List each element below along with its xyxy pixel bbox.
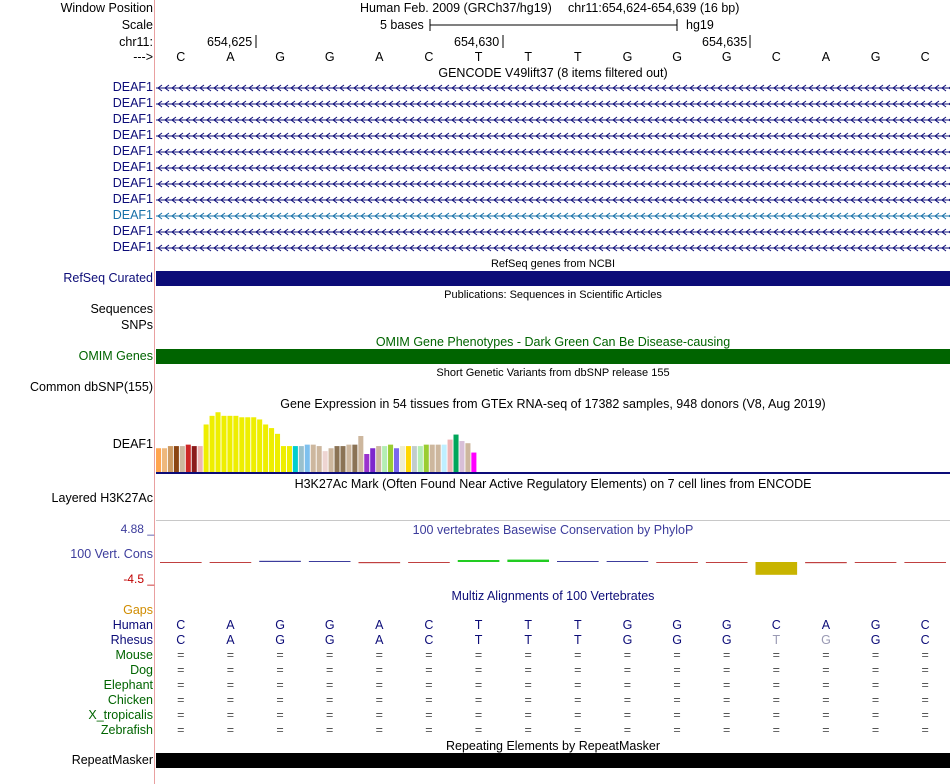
alignment-base: = [226, 663, 235, 677]
alignment-base: = [921, 693, 929, 707]
alignment-base: = [871, 693, 880, 707]
alignment-base: T [474, 633, 483, 647]
alignment-base: T [772, 633, 781, 647]
base-letter: C [920, 50, 930, 64]
alignment-base: = [574, 708, 582, 722]
alignment-base: C [424, 633, 434, 647]
alignment-base: = [623, 693, 632, 707]
alignment-base: = [524, 678, 532, 692]
alignment-base: = [524, 723, 532, 737]
alignment-base: = [723, 678, 731, 692]
alignment-base: = [772, 678, 780, 692]
alignment-base: A [375, 633, 384, 647]
alignment-base: = [375, 678, 383, 692]
alignment-base: C [920, 618, 930, 632]
coord-label: 654,625 [207, 35, 253, 49]
scale-label: Scale [121, 18, 153, 32]
alignment-base: = [623, 708, 632, 722]
alignment-base: = [574, 648, 582, 662]
alignment-base: = [822, 693, 830, 707]
alignment-base: T [474, 618, 483, 632]
gencode-gene-label[interactable]: DEAF1 [112, 96, 153, 110]
conservation-score-bar[interactable] [557, 561, 599, 562]
alignment-base: = [425, 678, 433, 692]
alignment-base: = [226, 708, 235, 722]
alignment-base: = [871, 678, 880, 692]
base-letter: G [275, 50, 285, 64]
species-label[interactable]: Elephant [103, 678, 153, 692]
strand-label: ---> [133, 50, 153, 64]
alignment-base: = [177, 693, 185, 707]
gencode-gene-label[interactable]: DEAF1 [112, 112, 153, 126]
chrom-label: chr11: [119, 35, 153, 49]
conservation-score-bar[interactable] [855, 562, 897, 563]
alignment-base: = [226, 648, 235, 662]
alignment-base: = [673, 723, 681, 737]
alignment-base: = [921, 678, 929, 692]
alignment-base: = [326, 678, 334, 692]
alignment-base: = [772, 693, 780, 707]
repeatmasker-bar[interactable] [156, 753, 950, 768]
alignment-base: = [822, 678, 830, 692]
species-label[interactable]: X_tropicalis [88, 708, 153, 722]
base-letter: G [324, 50, 335, 64]
alignment-base: = [226, 723, 235, 737]
conservation-score-bar[interactable] [805, 562, 847, 563]
alignment-base: = [375, 663, 383, 677]
assembly-short: hg19 [686, 18, 714, 32]
alignment-base: = [822, 648, 830, 662]
alignment-base: = [723, 708, 731, 722]
repeatmasker-label[interactable]: RepeatMasker [71, 753, 153, 767]
alignment-base: = [177, 648, 185, 662]
base-letter: T [573, 50, 582, 64]
alignment-base: = [574, 663, 582, 677]
alignment-base: = [474, 723, 483, 737]
base-letter: C [424, 50, 434, 64]
alignment-base: = [276, 663, 284, 677]
gencode-gene-label[interactable]: DEAF1 [112, 80, 153, 94]
alignment-base: T [524, 618, 532, 632]
conservation-score-bar[interactable] [904, 562, 946, 563]
base-letter: G [672, 50, 682, 64]
coord-label: 654,635 [702, 35, 748, 49]
alignment-base: C [176, 633, 186, 647]
conservation-score-bar[interactable] [359, 562, 401, 563]
alignment-base: = [723, 693, 731, 707]
alignment-base: G [672, 633, 682, 647]
alignment-base: = [673, 693, 681, 707]
alignment-base: = [425, 663, 433, 677]
gencode-gene-label[interactable]: DEAF1 [112, 208, 153, 222]
conservation-ymin: -4.5 _ [123, 572, 154, 586]
omim-label[interactable]: OMIM Genes [78, 349, 153, 363]
alignment-base: = [574, 678, 582, 692]
conservation-score-bar[interactable] [507, 560, 549, 562]
alignment-base: = [822, 708, 830, 722]
alignment-base: G [672, 618, 682, 632]
gencode-track-title[interactable]: GENCODE V49lift37 (8 items filtered out) [438, 66, 668, 80]
alignment-base: = [326, 648, 334, 662]
alignment-base: = [673, 663, 681, 677]
gtex-gene-label[interactable]: DEAF1 [112, 437, 153, 451]
alignment-base: T [524, 633, 532, 647]
alignment-base: G [721, 618, 732, 632]
alignment-base: = [375, 648, 383, 662]
species-label[interactable]: Dog [130, 663, 153, 677]
base-letter: A [821, 50, 831, 64]
alignment-base: = [425, 693, 433, 707]
refseq-label[interactable]: RefSeq Curated [63, 271, 153, 285]
alignment-base: = [226, 678, 235, 692]
scale-text: 5 bases [380, 18, 424, 32]
alignment-base: = [673, 648, 681, 662]
alignment-base: = [177, 723, 185, 737]
alignment-base: = [276, 648, 284, 662]
conservation-score-bar[interactable] [458, 560, 500, 562]
alignment-base: = [375, 693, 383, 707]
position-text[interactable]: chr11:654,624-654,639 (16 bp) [568, 1, 740, 15]
alignment-base: = [574, 723, 582, 737]
alignment-base: T [573, 633, 582, 647]
alignment-base: = [326, 663, 334, 677]
alignment-base: = [474, 663, 483, 677]
alignment-base: = [524, 708, 532, 722]
species-label[interactable]: Human [112, 618, 153, 632]
dbsnp-label[interactable]: Common dbSNP(155) [30, 380, 153, 394]
alignment-base: = [623, 663, 632, 677]
alignment-base: = [723, 663, 731, 677]
alignment-base: = [921, 663, 929, 677]
alignment-base: A [226, 633, 235, 647]
gencode-gene-label[interactable]: DEAF1 [112, 160, 153, 174]
alignment-base: G [275, 618, 285, 632]
conservation-label[interactable]: 100 Vert. Cons [70, 547, 153, 561]
gtex-track-title[interactable]: Gene Expression in 54 tissues from GTEx RNA-seq of 17382 samples, 948 donors (V8, Aug 2019) [280, 397, 826, 411]
alignment-base: A [226, 618, 235, 632]
species-label[interactable]: Mouse [115, 648, 153, 662]
alignment-base: = [921, 723, 929, 737]
alignment-base: = [772, 663, 780, 677]
alignment-base: = [474, 693, 483, 707]
publications-track-title[interactable]: Publications: Sequences in Scientific Articles [444, 289, 662, 301]
alignment-base: G [870, 633, 881, 647]
base-letter: C [176, 50, 186, 64]
alignment-base: = [921, 708, 929, 722]
alignment-base: = [375, 723, 383, 737]
alignment-base: = [921, 648, 929, 662]
base-letter: A [375, 50, 384, 64]
alignment-base: = [574, 693, 582, 707]
alignment-base: = [375, 708, 383, 722]
alignment-base: = [871, 648, 880, 662]
h3k27ac-track-title[interactable]: H3K27Ac Mark (Often Found Near Active Regulatory Elements) on 7 cell lines from ENCODE [294, 477, 812, 491]
conservation-track-title[interactable]: 100 vertebrates Basewise Conservation by PhyloP [412, 523, 694, 537]
alignment-base: = [673, 708, 681, 722]
alignment-base: G [275, 633, 285, 647]
dbsnp-track-title[interactable]: Short Genetic Variants from dbSNP release 155 [436, 367, 670, 379]
alignment-base: = [326, 708, 334, 722]
base-letter: A [226, 50, 235, 64]
gencode-gene-label[interactable]: DEAF1 [112, 192, 153, 206]
publications-label[interactable]: Sequences [90, 302, 153, 316]
alignment-base: G [622, 633, 633, 647]
alignment-base: C [771, 618, 781, 632]
alignment-base: = [524, 648, 532, 662]
alignment-base: = [772, 648, 780, 662]
conservation-score-bar[interactable] [408, 562, 450, 563]
alignment-base: = [474, 708, 483, 722]
alignment-base: G [721, 633, 732, 647]
alignment-base: = [177, 708, 185, 722]
alignment-base: C [920, 633, 930, 647]
alignment-base: = [425, 648, 433, 662]
conservation-score-bar[interactable] [607, 561, 649, 562]
conservation-score-bar[interactable] [706, 562, 748, 563]
conservation-score-bar[interactable] [756, 562, 798, 575]
alignment-base: = [822, 663, 830, 677]
gencode-gene-label[interactable]: DEAF1 [112, 224, 153, 238]
alignment-base: = [524, 693, 532, 707]
alignment-base: = [326, 723, 334, 737]
alignment-base: G [821, 633, 831, 647]
alignment-base: = [871, 723, 880, 737]
coord-label: 654,630 [454, 35, 500, 49]
alignment-base: = [822, 723, 830, 737]
base-letter: C [771, 50, 781, 64]
alignment-base: = [623, 723, 632, 737]
alignment-base: G [870, 618, 881, 632]
alignment-base: = [326, 693, 334, 707]
alignment-base: T [573, 618, 582, 632]
alignment-base: = [772, 708, 780, 722]
alignment-base: = [425, 723, 433, 737]
omim-track-title[interactable]: OMIM Gene Phenotypes - Dark Green Can Be Disease-causing [375, 335, 731, 349]
alignment-base: = [177, 678, 185, 692]
alignment-base: = [276, 723, 284, 737]
alignment-base: = [276, 693, 284, 707]
repeatmasker-track-title[interactable]: Repeating Elements by RepeatMasker [445, 739, 660, 753]
species-label[interactable]: Zebrafish [100, 723, 153, 737]
alignment-base: = [623, 678, 632, 692]
alignment-base: = [276, 708, 284, 722]
gencode-gene-label[interactable]: DEAF1 [112, 240, 153, 254]
snps-label[interactable]: SNPs [121, 318, 153, 332]
alignment-base: G [324, 618, 335, 632]
gaps-label: Gaps [123, 603, 153, 617]
alignment-base: C [176, 618, 186, 632]
refseq-track-title[interactable]: RefSeq genes from NCBI [490, 258, 616, 270]
alignment-base: = [276, 678, 284, 692]
conservation-score-bar[interactable] [210, 562, 252, 563]
alignment-base: C [424, 618, 434, 632]
alignment-base: = [226, 693, 235, 707]
alignment-base: = [871, 663, 880, 677]
assembly-text: Human Feb. 2009 (GRCh37/hg19) [360, 1, 552, 15]
multiz-track-title[interactable]: Multiz Alignments of 100 Vertebrates [451, 589, 655, 603]
base-letter: G [622, 50, 633, 64]
alignment-base: = [425, 708, 433, 722]
alignment-base: = [474, 678, 483, 692]
base-letter: G [721, 50, 732, 64]
conservation-ymax: 4.88 _ [120, 522, 154, 536]
conservation-score-bar[interactable] [160, 562, 202, 563]
conservation-score-bar[interactable] [259, 561, 301, 562]
base-letter: T [524, 50, 532, 64]
alignment-base: = [871, 708, 880, 722]
alignment-base: = [474, 648, 483, 662]
alignment-base: A [375, 618, 384, 632]
gencode-gene-label[interactable]: DEAF1 [112, 144, 153, 158]
alignment-base: = [524, 663, 532, 677]
gencode-gene-label[interactable]: DEAF1 [112, 176, 153, 190]
alignment-base: = [177, 663, 185, 677]
alignment-base: = [623, 648, 632, 662]
conservation-score-bar[interactable] [309, 561, 351, 562]
gencode-gene-label[interactable]: DEAF1 [112, 128, 153, 142]
h3k27ac-label[interactable]: Layered H3K27Ac [51, 491, 153, 505]
alignment-base: A [821, 618, 831, 632]
base-letter: T [474, 50, 483, 64]
base-letter: G [870, 50, 881, 64]
species-label[interactable]: Rhesus [110, 633, 153, 647]
alignment-base: G [622, 618, 633, 632]
conservation-score-bar[interactable] [656, 562, 698, 563]
window-position-label: Window Position [60, 1, 153, 15]
alignment-base: = [723, 723, 731, 737]
alignment-base: = [772, 723, 780, 737]
species-label[interactable]: Chicken [107, 693, 153, 707]
alignment-base: G [324, 633, 335, 647]
alignment-base: = [723, 648, 731, 662]
alignment-base: = [673, 678, 681, 692]
